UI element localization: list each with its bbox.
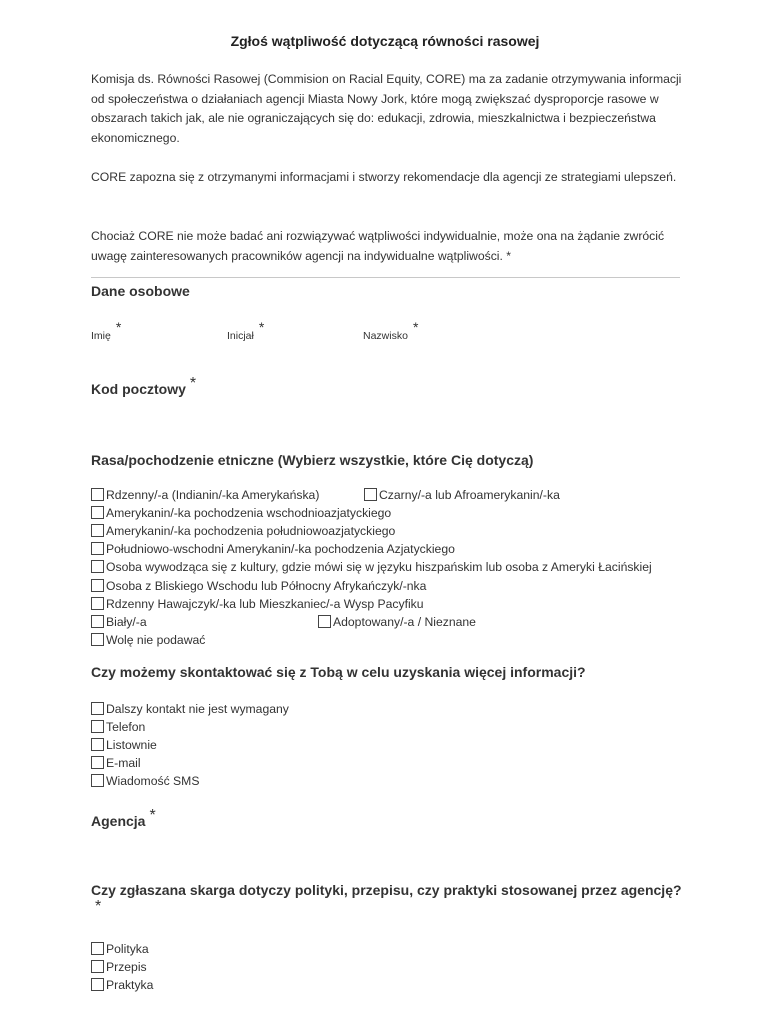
race-option[interactable]: Adoptowany/-a / Nieznane — [318, 613, 476, 630]
required-mark: * — [149, 807, 156, 824]
checkbox[interactable] — [91, 506, 104, 519]
race-heading: Rasa/pochodzenie etniczne (Wybierz wszystkie, które Cię dotyczą) — [91, 452, 534, 468]
complaint-heading-text: Czy zgłaszana skarga dotyczy polityki, przepisu, czy praktyki stosowanej przez agencję? — [91, 882, 682, 898]
checkbox[interactable] — [91, 542, 104, 555]
intro-paragraph-1: Komisja ds. Równości Rasowej (Commision on Racial Equity, CORE) ma za zadanie otrzymywania informacji od społeczeństwa o działaniach agencji Miasta Nowy Jork, które mogą zwiększać dysproporcje rasowe w obszarach takich jak, ale nie ograniczających się do: edukacji, zdrowia, mieszkalnictwa i bezpieczeństwa ekonomicznego. — [91, 72, 682, 145]
race-option[interactable]: Południowo-wschodni Amerykanin/-ka pochodzenia Azjatyckiego — [91, 540, 455, 557]
required-mark: * — [189, 375, 197, 392]
contact-option[interactable]: E-mail — [91, 754, 141, 771]
checkbox[interactable] — [91, 720, 104, 733]
checkbox[interactable] — [91, 702, 104, 715]
checkbox[interactable] — [91, 942, 104, 955]
checkbox[interactable] — [91, 597, 104, 610]
checkbox[interactable] — [91, 579, 104, 592]
race-option[interactable]: Osoba z Bliskiego Wschodu lub Północny Afrykańczyk/-nka — [91, 577, 426, 594]
checkbox[interactable] — [364, 488, 377, 501]
initial-label[interactable] — [227, 319, 265, 342]
page-title: Zgłoś wątpliwość dotyczącą równości rasowej — [230, 33, 540, 49]
checkbox[interactable] — [91, 756, 104, 769]
intro-paragraph-3: Chociaż CORE nie może badać ani rozwiązywać wątpliwości indywidualnie, może ona na żądanie zwrócić uwagę zainteresowanych pracowników agencji na indywidualne wątpliwości. * — [91, 229, 665, 263]
checkbox[interactable] — [91, 560, 104, 573]
contact-heading: Czy możemy skontaktować się z Tobą w celu uzyskania więcej informacji? — [91, 664, 586, 680]
contact-option[interactable]: Dalszy kontakt nie jest wymagany — [91, 700, 289, 717]
checkbox[interactable] — [91, 774, 104, 787]
race-option[interactable]: Osoba wywodząca się z kultury, gdzie mówi się w języku hiszpańskim lub osoba z Ameryki Łacińskiej — [91, 558, 652, 575]
checkbox[interactable] — [318, 615, 331, 628]
contact-option[interactable]: Listownie — [91, 736, 157, 753]
required-mark: * — [258, 319, 265, 335]
race-option[interactable]: Rdzenny Hawajczyk/-ka lub Mieszkaniec/-a Wysp Pacyfiku — [91, 595, 424, 612]
complaint-option[interactable]: Praktyka — [91, 976, 153, 993]
agency-heading-text: Agencja — [91, 813, 146, 829]
initial-label-text: Inicjał — [227, 330, 254, 342]
complaint-heading — [91, 879, 691, 924]
race-option[interactable]: Wolę nie podawać — [91, 631, 205, 648]
zip-heading[interactable] — [91, 375, 197, 399]
required-mark: * — [412, 319, 419, 335]
checkbox[interactable] — [91, 738, 104, 751]
checkbox[interactable] — [91, 524, 104, 537]
contact-option[interactable]: Wiadomość SMS — [91, 772, 199, 789]
last-name-label-text: Nazwisko — [363, 330, 408, 342]
last-name-label[interactable] — [363, 319, 419, 342]
race-option[interactable]: Czarny/-a lub Afroamerykanin/-ka — [364, 486, 560, 503]
agency-heading[interactable] — [91, 807, 156, 831]
section-divider — [91, 277, 680, 278]
first-name-label[interactable] — [91, 319, 122, 342]
checkbox[interactable] — [91, 488, 104, 501]
intro-paragraph-2: CORE zapozna się z otrzymanymi informacjami i stworzy rekomendacje dla agencji ze strategiami ulepszeń. — [91, 170, 677, 184]
checkbox[interactable] — [91, 960, 104, 973]
contact-option[interactable]: Telefon — [91, 718, 145, 735]
race-option[interactable]: Biały/-a — [91, 613, 147, 630]
checkbox[interactable] — [91, 633, 104, 646]
personal-heading: Dane osobowe — [91, 283, 190, 299]
race-option[interactable]: Rdzenny/-a (Indianin/-ka Amerykańska) — [91, 486, 319, 503]
race-option[interactable]: Amerykanin/-ka pochodzenia południowoazjatyckiego — [91, 522, 395, 539]
complaint-option[interactable]: Polityka — [91, 940, 149, 957]
complaint-option[interactable]: Przepis — [91, 958, 147, 975]
required-mark: * — [95, 898, 102, 915]
first-name-label-text: Imię — [91, 330, 111, 342]
required-mark: * — [115, 319, 122, 335]
zip-heading-text: Kod pocztowy — [91, 381, 186, 397]
checkbox[interactable] — [91, 615, 104, 628]
checkbox[interactable] — [91, 978, 104, 991]
race-option[interactable]: Amerykanin/-ka pochodzenia wschodnioazjatyckiego — [91, 504, 391, 521]
